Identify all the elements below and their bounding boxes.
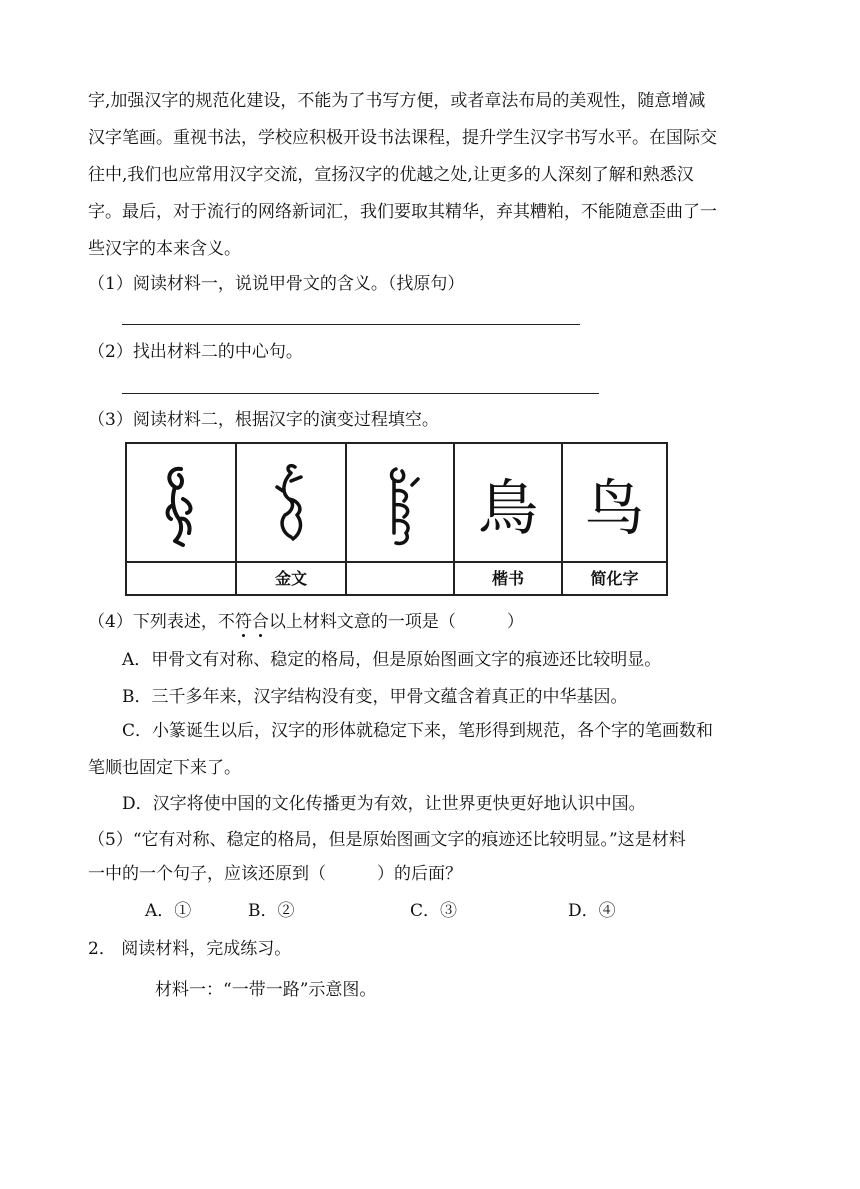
oracle-bone-cell [127,444,235,594]
passage-line-5: 些汉字的本来含义。 [88,239,241,259]
option-c[interactable]: C．小篆诞生以后，汉字的形体就稳定下来，笔形得到规范，各个字的笔画数和 [122,721,714,741]
choice-c[interactable]: C．③ [410,901,458,921]
oracle-bone-bird-glyph [151,459,211,549]
question-5-line-2: 一中的一个句子，应该还原到（ ）的后面？ [88,864,462,884]
question-5-line-1: （5）“它有对称、稳定的格局，但是原始图画文字的痕迹还比较明显。”这是材料 [88,830,686,850]
evolution-label-1[interactable] [127,565,235,593]
evolution-label-2: 金文 [274,569,307,588]
question-3: （3）阅读材料二，根据汉字的演变过程填空。 [88,410,439,430]
passage-line-3: 往中,我们也应常用汉字交流，宣扬汉字的优越之处,让更多的人深刻了解和熟悉汉 [88,165,694,185]
seal-script-bird-glyph [370,459,430,549]
material-1-caption: 材料一：“一带一路”示意图。 [155,980,377,1000]
answer-line-1[interactable] [122,324,580,325]
choice-a[interactable]: A．① [145,901,192,921]
passage-line-4: 字。最后，对于流行的网络新词汇，我们要取其精华，弃其糟粕，不能随意歪曲了一 [88,202,717,222]
regular-script-cell [455,444,561,594]
choice-b[interactable]: B．② [248,901,295,921]
question-1: （1）阅读材料一，说说甲骨文的含义。（找原句） [88,274,465,294]
passage-line-2: 汉字笔画。重视书法，学校应积极开设书法课程，提升学生汉字书写水平。在国际交 [88,128,717,148]
regular-script-character: 鳥 [478,473,538,544]
option-c-continued: 笔顺也固定下来了。 [88,758,241,778]
evolution-label-5: 简化字 [590,569,639,588]
question-2-heading: 2． 阅读材料，完成练习。 [88,939,292,959]
character-evolution-table [125,442,668,596]
question-2: （2）找出材料二的中心句。 [88,342,303,362]
bronze-inscription-cell [237,444,345,594]
simplified-character-cell [563,444,666,594]
bronze-inscription-bird-glyph [261,459,321,549]
question-4: （4）下列表述，不符合以上材料文意的一项是（ ） [88,612,524,632]
option-b[interactable]: B．三千多年来，汉字结构没有变，甲骨文蕴含着真正的中华基因。 [122,687,628,707]
option-d[interactable]: D．汉字将使中国的文化传播更为有效，让世界更快更好地认识中国。 [122,794,646,814]
evolution-label-3[interactable] [347,565,453,593]
option-a[interactable]: A．甲骨文有对称、稳定的格局，但是原始图画文字的痕迹还比较明显。 [122,650,662,670]
seal-script-cell [347,444,453,594]
emphasis-char: 合 [251,612,269,632]
answer-line-2[interactable] [122,393,599,394]
simplified-character: 鸟 [584,473,645,544]
choice-d[interactable]: D．④ [568,901,616,921]
passage-line-1: 字,加强汉字的规范化建设，不能为了书写方便，或者章法布局的美观性，随意增减 [88,91,706,111]
emphasis-char: 符 [234,612,252,632]
evolution-label-4: 楷书 [491,569,524,588]
